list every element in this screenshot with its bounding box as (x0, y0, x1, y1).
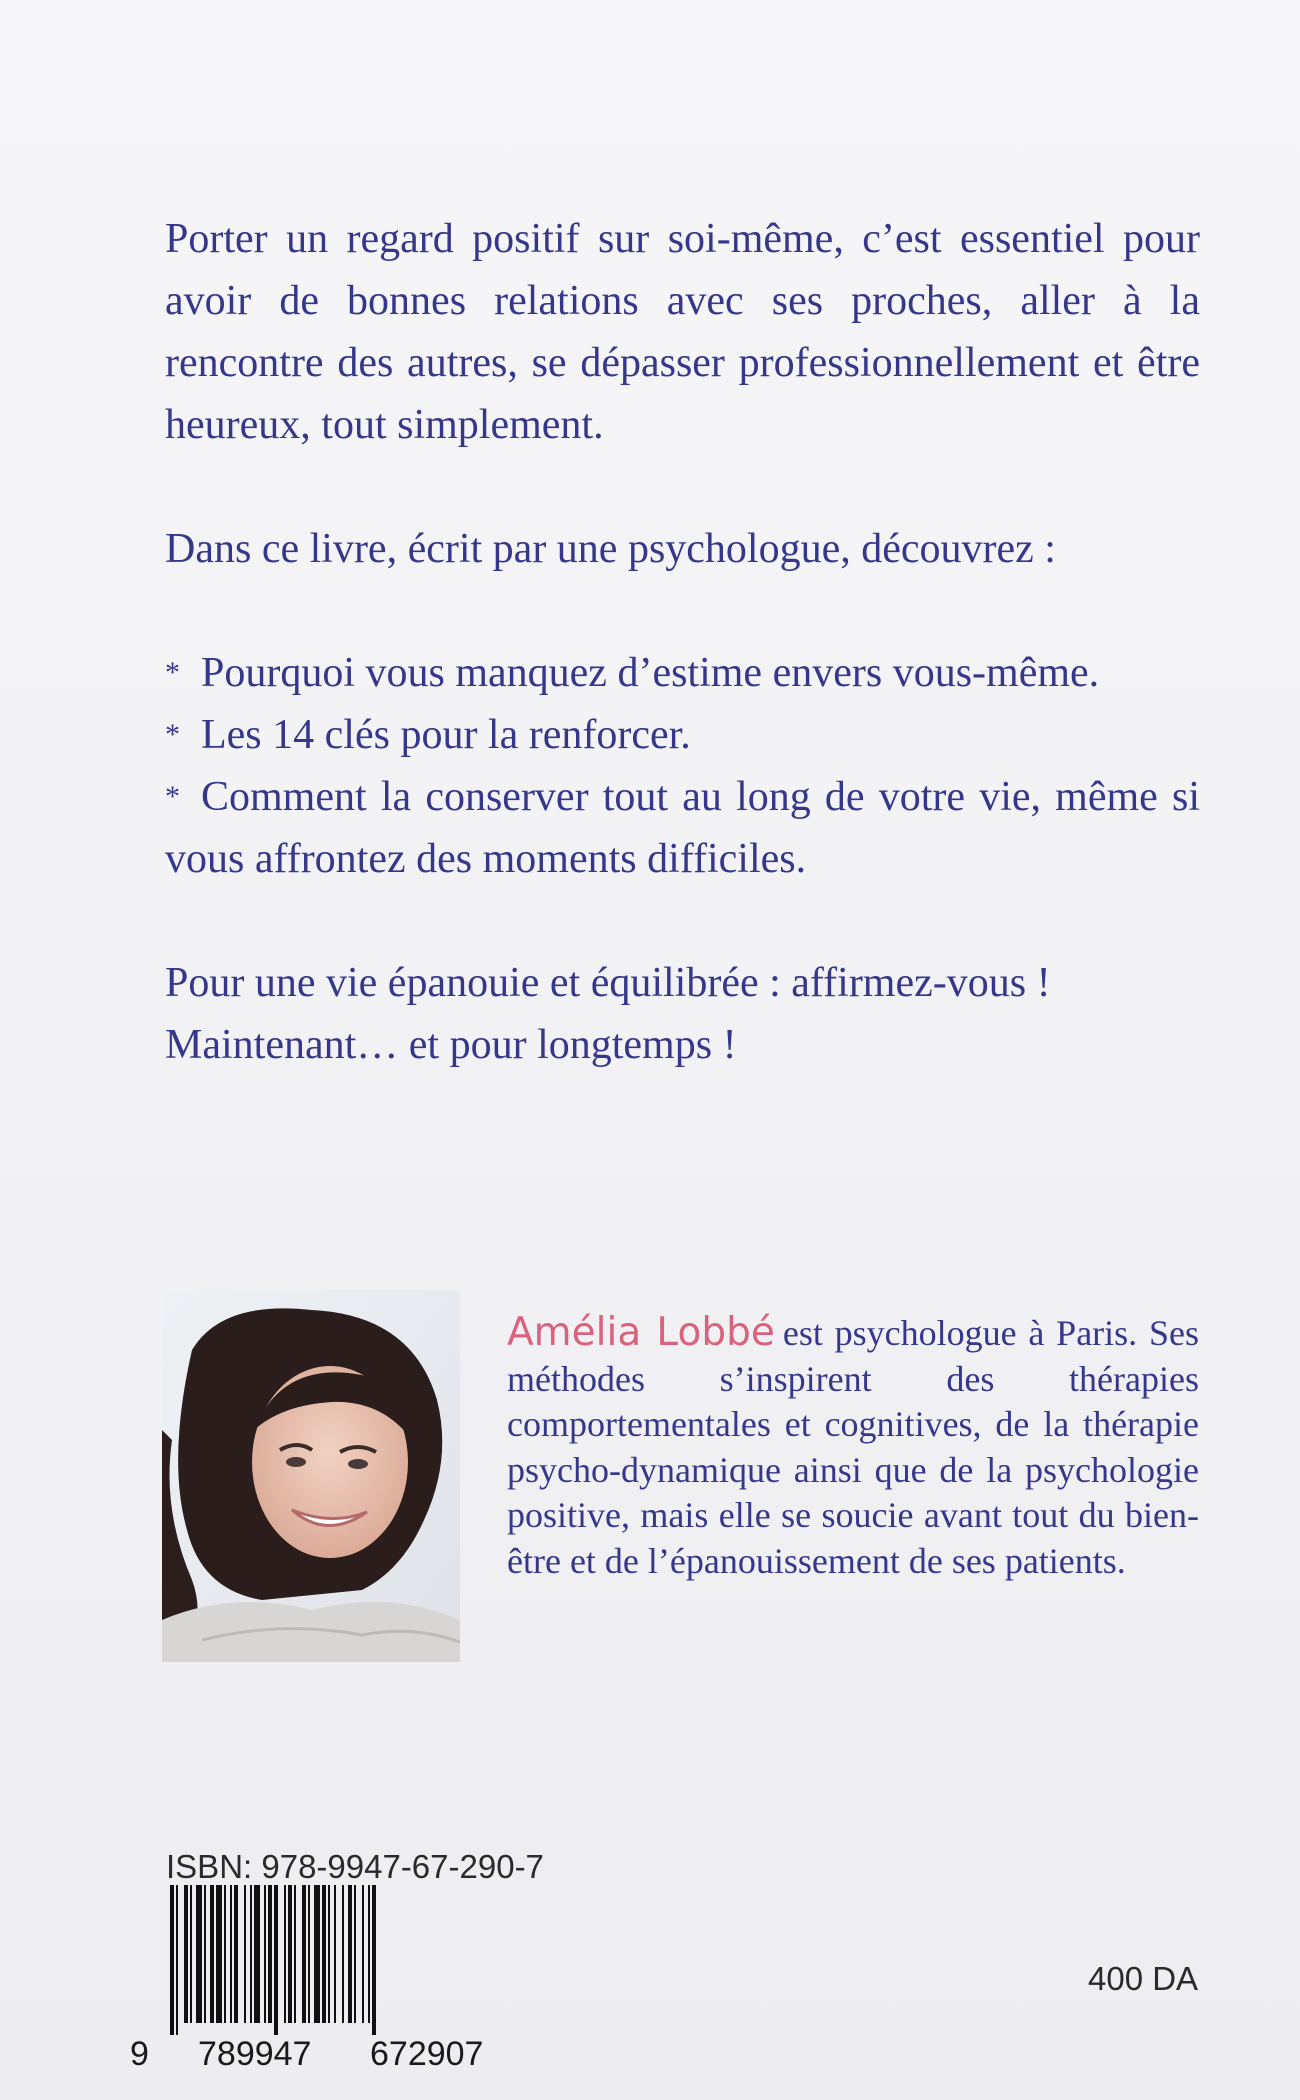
barcode-bar (362, 1885, 364, 2023)
barcode-bar (274, 1885, 278, 2035)
barcode (120, 1885, 520, 2075)
barcode-bar (254, 1885, 260, 2023)
barcode-bar (234, 1885, 238, 2023)
bullet-text: Comment la conserver tout au long de votre vie, même si vous affrontez des moments difficiles. (165, 774, 1200, 882)
barcode-bar (204, 1885, 206, 2023)
barcode-bar (196, 1885, 202, 2023)
barcode-bar (284, 1885, 286, 2023)
barcode-bar (230, 1885, 232, 2023)
author-portrait-image (162, 1290, 460, 1662)
barcode-bar (302, 1885, 306, 2023)
bullet-text: Les 14 clés pour la renforcer. (201, 712, 691, 758)
barcode-bar (288, 1885, 292, 2023)
price: 400 DA (1088, 1960, 1199, 1997)
barcode-bar (372, 1885, 376, 2035)
barcode-bar (250, 1885, 252, 2023)
barcode-first-digit: 9 (130, 2035, 149, 2073)
barcode-bar (348, 1885, 352, 2023)
barcode-bar (264, 1885, 266, 2023)
closing-line-1: Pour une vie épanouie et équilibrée : affirmez-vous ! (165, 960, 1051, 1006)
star-icon: * (165, 656, 180, 689)
star-icon: * (165, 780, 180, 813)
barcode-bar (294, 1885, 296, 2023)
barcode-bar (368, 1885, 370, 2023)
barcode-bar (322, 1885, 326, 2023)
author-bio (507, 1310, 1199, 1584)
bullet-text: Pourquoi vous manquez d’estime envers vous-même. (201, 650, 1100, 696)
star-icon: * (165, 718, 180, 751)
barcode-bar (244, 1885, 246, 2023)
barcode-bar (328, 1885, 330, 2023)
barcode-bar (354, 1885, 356, 2023)
author-bio-text: est psychologue à Paris. Ses méthodes s’inspirent des thérapies comportementales et cognitives, de la thérapie psycho-dynamique ainsi que de la psychologie positive, mais elle se soucie avant tout du bien-être et de l’épanouissement de ses patients. (507, 1313, 1199, 1581)
bullet-item-1 (165, 642, 1200, 704)
barcode-right-digits: 672907 (370, 2035, 484, 2073)
bullet-item-2 (165, 704, 1200, 766)
isbn-label: ISBN: 978-9947-67-290-7 (166, 1848, 544, 1885)
barcode-bar (210, 1885, 214, 2023)
lead-paragraph: Dans ce livre, écrit par une psychologue, découvrez : (165, 526, 1056, 572)
barcode-bar (176, 1885, 178, 2035)
author-photo (162, 1290, 460, 1662)
barcode-bar (314, 1885, 320, 2023)
barcode-bar (216, 1885, 222, 2023)
barcode-bar (342, 1885, 344, 2023)
barcode-bars (170, 1885, 376, 2035)
closing-line-2: Maintenant… et pour longtemps ! (165, 1022, 737, 1068)
barcode-bar (224, 1885, 226, 2023)
barcode-left-digits: 789947 (198, 2035, 312, 2073)
barcode-bar (308, 1885, 310, 2023)
author-name: Amélia Lobbé (507, 1310, 775, 1355)
barcode-bar (170, 1885, 174, 2035)
blurb (165, 208, 1200, 1076)
barcode-bar (184, 1885, 188, 2023)
bullet-item-3 (165, 766, 1200, 890)
barcode-bar (190, 1885, 192, 2023)
intro-paragraph: Porter un regard positif sur soi-même, c’est essentiel pour avoir de bonnes relations avec ses proches, aller à la rencontre des autres, se dépasser professionnellement et être heureux, tout simplement. (165, 216, 1200, 448)
barcode-bar (334, 1885, 336, 2023)
barcode-bar (268, 1885, 272, 2023)
